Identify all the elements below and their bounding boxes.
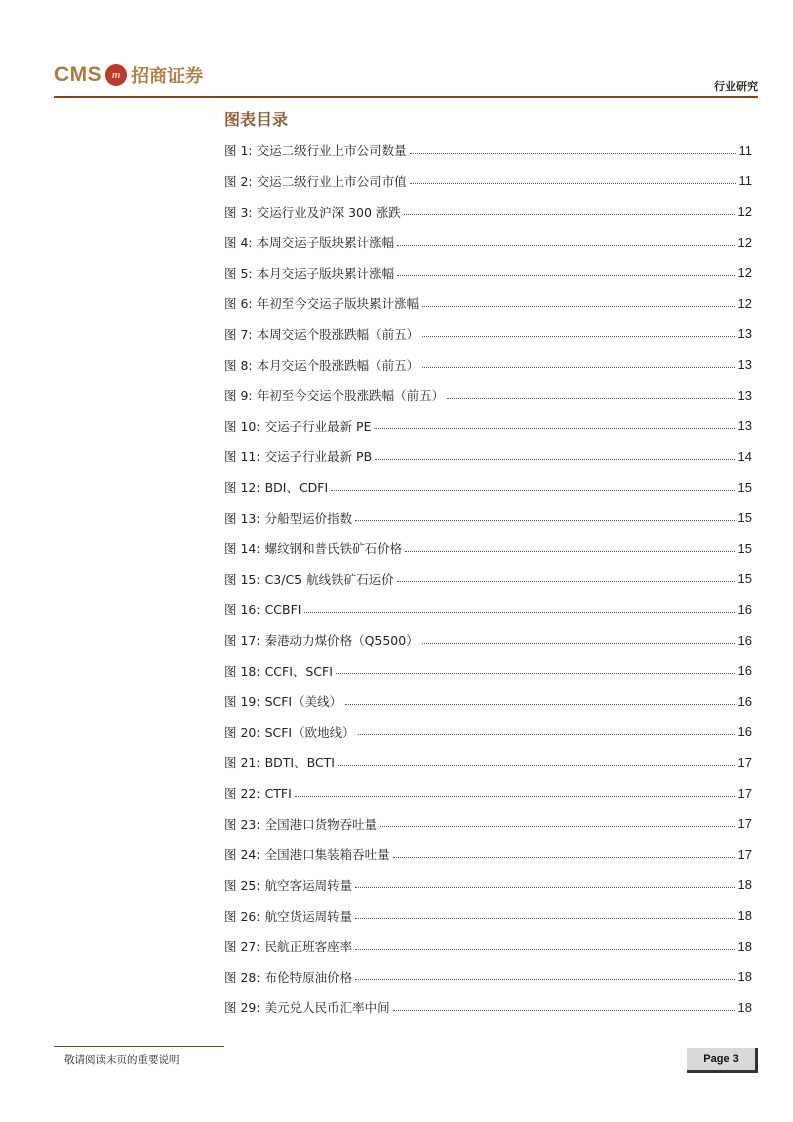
toc-entry-page[interactable]: 18: [737, 999, 752, 1015]
toc-entry-page[interactable]: 16: [737, 693, 752, 709]
toc-entry-label[interactable]: 图 28: 布伦特原油价格: [224, 969, 353, 985]
toc-entry-label[interactable]: 图 16: CCBFI: [224, 602, 302, 618]
toc-entry[interactable]: [224, 594, 752, 625]
header-divider: [54, 96, 758, 98]
dot-leader: [397, 581, 735, 582]
toc-entry-page[interactable]: 13: [737, 326, 752, 342]
toc-entry-page[interactable]: 17: [737, 816, 752, 832]
toc-entry[interactable]: [224, 472, 752, 503]
toc-entry-page[interactable]: 12: [737, 234, 752, 250]
toc-entry-page[interactable]: 18: [737, 908, 752, 924]
toc-entry-label[interactable]: 图 13: 分船型运价指数: [224, 510, 353, 526]
toc-entry[interactable]: [224, 655, 752, 686]
footer-divider: [54, 1046, 224, 1047]
toc-title: 图表目录: [224, 110, 289, 129]
toc-entry-page[interactable]: 14: [737, 448, 752, 464]
toc-entry-label[interactable]: 图 25: 航空客运周转量: [224, 877, 353, 893]
toc-entry[interactable]: [224, 931, 752, 962]
toc-entry[interactable]: [224, 288, 752, 319]
toc-entry-page[interactable]: 11: [738, 173, 752, 189]
toc-entry[interactable]: [224, 564, 752, 595]
toc-entry-label[interactable]: 图 10: 交运子行业最新 PE: [224, 418, 372, 434]
toc-entry-label[interactable]: 图 11: 交运子行业最新 PB: [224, 449, 373, 465]
dot-leader: [393, 1010, 735, 1011]
dot-leader: [304, 612, 734, 613]
figure-index-list: [224, 135, 752, 1023]
dot-leader: [355, 979, 734, 980]
toc-entry-page[interactable]: 12: [737, 204, 752, 220]
toc-entry[interactable]: [224, 778, 752, 809]
dot-leader: [447, 398, 734, 399]
dot-leader: [422, 643, 735, 644]
page-header: [54, 58, 758, 98]
toc-entry-page[interactable]: 18: [737, 877, 752, 893]
dot-leader: [410, 183, 736, 184]
toc-entry-label[interactable]: 图 3: 交运行业及沪深 300 涨跌: [224, 204, 401, 220]
dot-leader: [397, 275, 734, 276]
toc-entry-label[interactable]: 图 24: 全国港口集装箱吞吐量: [224, 847, 390, 863]
toc-entry[interactable]: [224, 410, 752, 441]
dot-leader: [355, 520, 734, 521]
logo-latin-text: CMS: [54, 63, 103, 86]
toc-entry[interactable]: [224, 502, 752, 533]
toc-entry-page[interactable]: 11: [738, 142, 752, 158]
toc-entry-page[interactable]: 15: [737, 510, 752, 526]
toc-entry[interactable]: [224, 747, 752, 778]
toc-entry-page[interactable]: 18: [737, 969, 752, 985]
toc-entry-label[interactable]: 图 7: 本周交运个股涨跌幅（前五）: [224, 326, 420, 342]
dot-leader: [331, 490, 734, 491]
dot-leader: [422, 306, 734, 307]
dot-leader: [358, 734, 735, 735]
toc-entry-label[interactable]: 图 15: C3/C5 航线铁矿石运价: [224, 571, 394, 587]
toc-entry-page[interactable]: 17: [737, 754, 752, 770]
toc-entry-label[interactable]: 图 17: 秦港动力煤价格（Q5500）: [224, 633, 419, 649]
logo-emblem-icon: m: [105, 64, 127, 86]
page-number-badge: Page 3: [687, 1048, 758, 1073]
page-footer: [54, 1046, 758, 1076]
dot-leader: [405, 551, 734, 552]
toc-entry[interactable]: [224, 135, 752, 166]
toc-entry-label[interactable]: 图 9: 年初至今交运个股涨跌幅（前五）: [224, 388, 445, 404]
disclaimer-note: 敬请阅读末页的重要说明: [64, 1054, 180, 1066]
report-category: 行业研究: [714, 80, 758, 93]
toc-entry[interactable]: [224, 992, 752, 1023]
toc-entry-page[interactable]: 13: [737, 357, 752, 373]
company-logo: [54, 58, 203, 92]
toc-entry-page[interactable]: 12: [737, 295, 752, 311]
toc-entry-page[interactable]: 15: [737, 540, 752, 556]
toc-entry[interactable]: [224, 349, 752, 380]
dot-leader: [338, 765, 735, 766]
toc-entry[interactable]: [224, 900, 752, 931]
toc-entry-label[interactable]: 图 4: 本周交运子版块累计涨幅: [224, 235, 395, 251]
dot-leader: [374, 428, 734, 429]
dot-leader: [355, 949, 734, 950]
toc-entry-label[interactable]: 图 19: SCFI（美线）: [224, 694, 343, 710]
toc-entry-label[interactable]: 图 18: CCFI、SCFI: [224, 663, 333, 679]
toc-entry-label[interactable]: 图 23: 全国港口货物吞吐量: [224, 816, 378, 832]
dot-leader: [355, 918, 734, 919]
dot-leader: [345, 704, 734, 705]
toc-entry-page[interactable]: 13: [737, 418, 752, 434]
toc-entry-page[interactable]: 18: [737, 938, 752, 954]
toc-entry-label[interactable]: 图 2: 交运二级行业上市公司市值: [224, 173, 407, 189]
toc-entry-page[interactable]: 16: [737, 601, 752, 617]
toc-entry-label[interactable]: 图 8: 本月交运个股涨跌幅（前五）: [224, 357, 420, 373]
dot-leader: [393, 857, 735, 858]
toc-entry-label[interactable]: 图 20: SCFI（欧地线）: [224, 724, 355, 740]
toc-entry[interactable]: [224, 166, 752, 197]
toc-entry-label[interactable]: 图 6: 年初至今交运子版块累计涨幅: [224, 296, 420, 312]
toc-entry[interactable]: [224, 533, 752, 564]
toc-entry[interactable]: [224, 196, 752, 227]
toc-entry-page[interactable]: 16: [737, 632, 752, 648]
toc-entry-page[interactable]: 12: [737, 265, 752, 281]
toc-entry[interactable]: [224, 686, 752, 717]
dot-leader: [404, 214, 735, 215]
toc-entry-page[interactable]: 15: [737, 571, 752, 587]
dot-leader: [422, 336, 734, 337]
dot-leader: [380, 826, 734, 827]
toc-entry[interactable]: [224, 227, 752, 258]
logo-chinese-text: 招商证券: [131, 66, 204, 87]
toc-entry[interactable]: [224, 808, 752, 839]
dot-leader: [397, 245, 734, 246]
toc-entry-page[interactable]: 15: [737, 479, 752, 495]
toc-entry[interactable]: [224, 319, 752, 350]
toc-entry-page[interactable]: 17: [737, 846, 752, 862]
dot-leader: [336, 673, 735, 674]
toc-entry-label[interactable]: 图 1: 交运二级行业上市公司数量: [224, 143, 407, 159]
toc-entry-label[interactable]: 图 5: 本月交运子版块累计涨幅: [224, 265, 395, 281]
toc-entry-label[interactable]: 图 21: BDTI、BCTI: [224, 755, 335, 771]
toc-entry-label[interactable]: 图 27: 民航正班客座率: [224, 939, 353, 955]
dot-leader: [422, 367, 734, 368]
toc-entry[interactable]: [224, 257, 752, 288]
dot-leader: [375, 459, 734, 460]
toc-entry-page[interactable]: 16: [737, 724, 752, 740]
toc-entry-label[interactable]: 图 22: CTFI: [224, 786, 292, 802]
dot-leader: [410, 153, 736, 154]
dot-leader: [355, 887, 734, 888]
toc-entry-label[interactable]: 图 14: 螺纹钢和普氏铁矿石价格: [224, 541, 403, 557]
toc-entry[interactable]: [224, 625, 752, 656]
toc-entry[interactable]: [224, 380, 752, 411]
toc-entry-page[interactable]: 13: [737, 387, 752, 403]
toc-entry-label[interactable]: 图 12: BDI、CDFI: [224, 480, 329, 495]
toc-entry-label[interactable]: 图 26: 航空货运周转量: [224, 908, 353, 924]
toc-entry[interactable]: [224, 961, 752, 992]
toc-entry-label[interactable]: 图 29: 美元兑人民币汇率中间: [224, 1000, 390, 1016]
toc-entry-page[interactable]: 16: [737, 663, 752, 679]
toc-entry[interactable]: [224, 870, 752, 901]
dot-leader: [295, 796, 735, 797]
toc-entry[interactable]: [224, 839, 752, 870]
toc-entry-page[interactable]: 17: [737, 785, 752, 801]
toc-entry[interactable]: [224, 441, 752, 472]
toc-entry[interactable]: [224, 717, 752, 748]
